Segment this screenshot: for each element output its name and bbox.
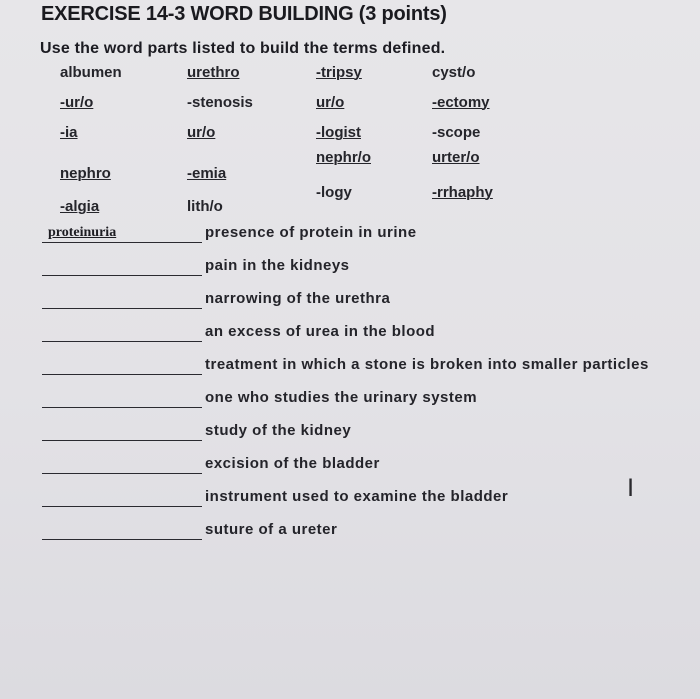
definition-text: suture of a ureter — [205, 521, 338, 538]
word-part: nephr/o — [316, 149, 371, 166]
answer-blank[interactable] — [42, 473, 202, 474]
answer-blank[interactable] — [42, 341, 202, 342]
answer-blank[interactable] — [42, 374, 202, 375]
word-part: -scope — [432, 124, 481, 141]
answer-blank[interactable] — [42, 539, 202, 540]
definition-row — [0, 488, 700, 512]
word-part: -emia — [187, 165, 227, 182]
answer-text: proteinuria — [48, 225, 117, 240]
definition-text: one who studies the urinary system — [205, 389, 478, 406]
instructions: Use the word parts listed to build the terms defined. — [40, 40, 446, 57]
word-part: albumen — [60, 64, 122, 81]
definition-text: an excess of urea in the blood — [205, 323, 436, 340]
definition-text: study of the kidney — [205, 422, 352, 439]
definition-row — [0, 356, 700, 380]
answer-blank[interactable] — [42, 407, 202, 408]
definition-row — [0, 521, 700, 545]
word-part: -logist — [316, 124, 361, 141]
word-part: lith/o — [187, 198, 223, 215]
answer-blank[interactable] — [42, 242, 202, 243]
word-part: -algia — [60, 198, 100, 215]
word-part: -ia — [60, 124, 78, 141]
definition-text: narrowing of the urethra — [205, 290, 391, 307]
definition-row — [0, 323, 700, 347]
definition-row — [0, 290, 700, 314]
word-part: -rrhaphy — [432, 184, 493, 201]
word-part: -ectomy — [432, 94, 490, 111]
definition-text: instrument used to examine the bladder — [205, 488, 509, 505]
answer-blank[interactable] — [42, 440, 202, 441]
word-part: urter/o — [432, 149, 480, 166]
word-part: -ur/o — [60, 94, 94, 111]
word-part: nephro — [60, 165, 111, 182]
answer-blank[interactable] — [42, 308, 202, 309]
answer-blank[interactable] — [42, 506, 202, 507]
definition-row — [0, 455, 700, 479]
definition-row — [0, 257, 700, 281]
answer-blank[interactable] — [42, 275, 202, 276]
definition-text: presence of protein in urine — [205, 224, 417, 241]
word-part: urethro — [187, 64, 240, 81]
word-part: cyst/o — [432, 64, 476, 81]
exercise-title: EXERCISE 14-3 WORD BUILDING (3 points) — [41, 3, 447, 25]
word-part: -tripsy — [316, 64, 362, 81]
word-part: -logy — [316, 184, 352, 201]
word-part: ur/o — [316, 94, 345, 111]
word-part: ur/o — [187, 124, 216, 141]
definition-text: pain in the kidneys — [205, 257, 350, 274]
definition-row — [0, 389, 700, 413]
definition-row — [0, 224, 700, 248]
definition-text: excision of the bladder — [205, 455, 380, 472]
definition-row — [0, 422, 700, 446]
word-part: -stenosis — [187, 94, 253, 111]
text-cursor-icon: I — [627, 474, 635, 502]
definition-text: treatment in which a stone is broken into smaller particles — [205, 356, 649, 373]
